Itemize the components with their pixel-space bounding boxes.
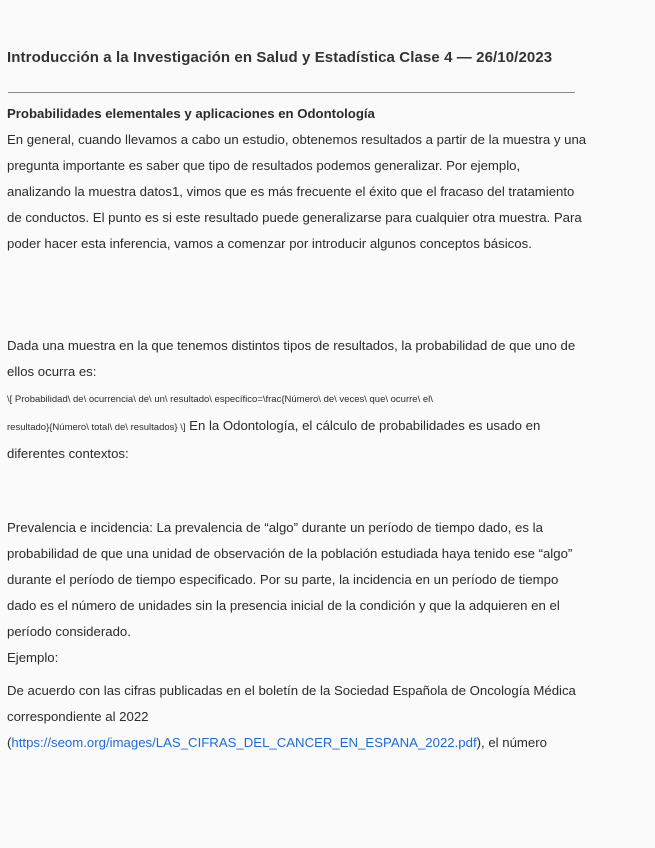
section-probabilidades	[7, 101, 587, 257]
example-paragraph	[7, 678, 587, 756]
link-open-paren: (	[7, 735, 12, 750]
link-trailing-text: ), el número	[476, 735, 547, 750]
section-heading: Probabilidades elementales y aplicaciones en Odontología	[7, 106, 375, 121]
intro-paragraph: En general, cuando llevamos a cabo un estudio, obtenemos resultados a partir de la muestra y una pregunta importante es saber que tipo de resultados podemos generalizar. Por ejemplo, analizando la muestra datos1, vimos que es más frecuente el éxito que el fracaso del tratamiento de conductos. El punto es si este resultado puede generalizarse para cualquier otra muestra. Para poder hacer esta inferencia, vamos a comenzar por introducir algunos conceptos básicos.	[7, 132, 587, 251]
seom-pdf-link[interactable]: https://seom.org/images/LAS_CIFRAS_DEL_CANCER_EN_ESPANA_2022.pdf	[11, 735, 477, 750]
formula-paragraph	[7, 385, 587, 467]
formula-text-line1: \[ Probabilidad\ de\ ocurrencia\ de\ un\ resultado\ específico=\frac{Número\ de\ veces\ que\ ocurre\ el\	[7, 394, 433, 405]
page-title: Introducción a la Investigación en Salud y Estadística Clase 4 — 26/10/2023	[7, 49, 553, 66]
example-label: Ejemplo:	[7, 650, 59, 665]
title-divider	[8, 92, 575, 93]
section-definicion	[7, 333, 587, 467]
prevalence-paragraph: Prevalencia e incidencia: La prevalencia de “algo” durante un período de tiempo dado, es la probabilidad de que una unidad de observación de la población estudiada haya tenido ese “algo” durante el período de tiempo especificado. Por su parte, la incidencia en un período de tiempo dado es el número de unidades sin la presencia inicial de la condición y que la adquieren en el período considerado.	[7, 520, 573, 639]
formula-followup-text: En la Odontología, el cálculo de probabilidades es usado en diferentes contextos:	[7, 418, 541, 461]
formula-text-line2: resultado}{Número\ total\ de\ resultados} \]	[7, 422, 186, 433]
section-prevalencia	[7, 515, 587, 671]
example-text: De acuerdo con las cifras publicadas en el boletín de la Sociedad Española de Oncología Médica correspondiente al 2022	[7, 683, 576, 724]
section-ejemplo	[7, 678, 587, 756]
definition-paragraph: Dada una muestra en la que tenemos distintos tipos de resultados, la probabilidad de que uno de ellos ocurra es:	[7, 338, 576, 379]
